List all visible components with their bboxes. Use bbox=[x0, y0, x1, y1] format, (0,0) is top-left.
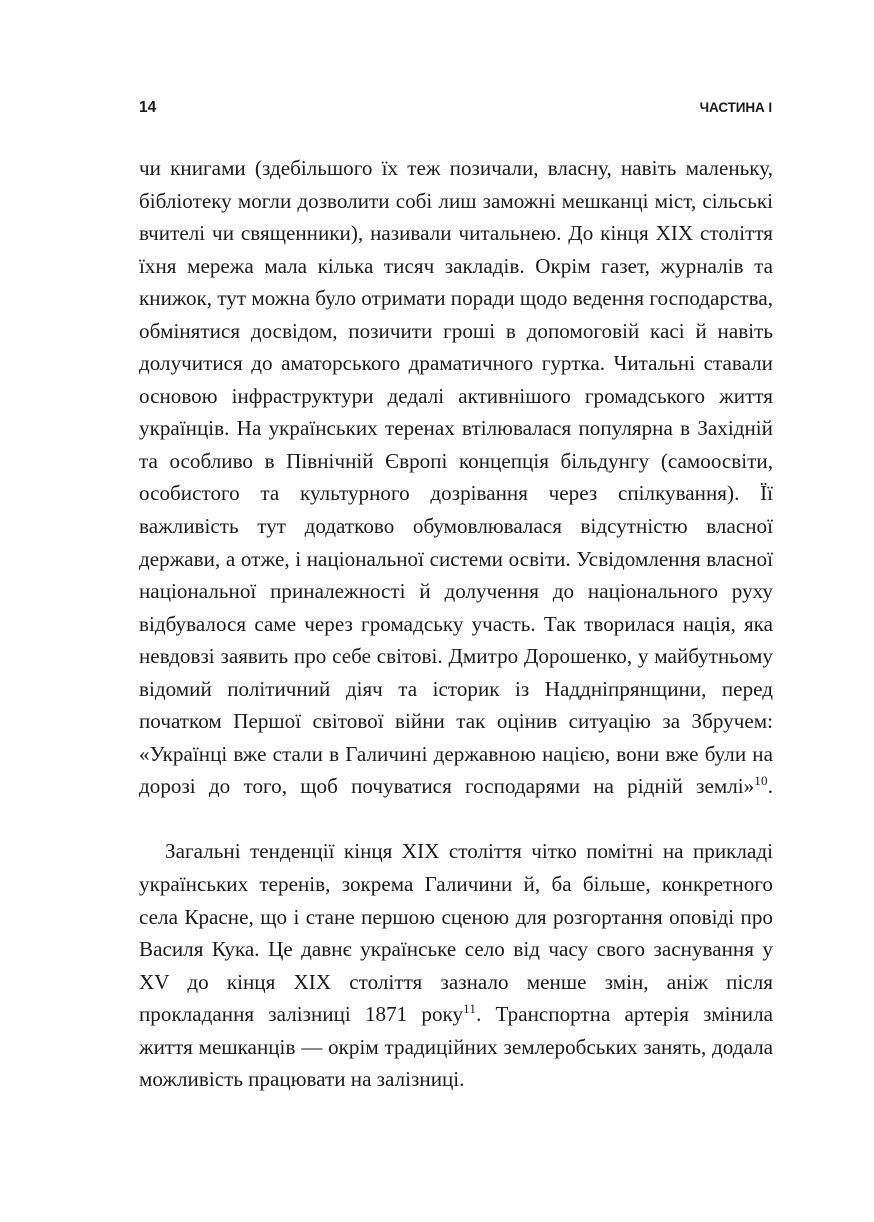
paragraph-krasne-text-part2: . Транспортна артерія змінила життя мешканців — окрім традиційних землеробських занять, додала можливість працювати на залізниці. bbox=[139, 1002, 773, 1092]
footnote-marker-11[interactable]: 11 bbox=[463, 1001, 477, 1017]
part-title: ЧАСТИНА I bbox=[699, 100, 772, 115]
paragraph-krasne bbox=[139, 835, 773, 1095]
paragraph-krasne-text-part1: Загальні тенденції кінця XIX століття чітко помітні на прикладі українських теренів, зокрема Галичини й, ба більше, конкретного села Красне, що і стане першою сценою для розгортання оповіді про Василя Кука. Це давнє українське село від часу свого заснування у XV до кінця XIX століття зазнало менше змін, аніж після прокладання залізниці 1871 року bbox=[139, 839, 773, 1027]
body-text-block bbox=[139, 152, 773, 1096]
page-number: 14 bbox=[139, 99, 157, 116]
running-header bbox=[139, 99, 772, 117]
paragraph-continued bbox=[139, 152, 773, 835]
paragraph-continued-tail: . bbox=[767, 774, 773, 799]
paragraph-continued-text: чи книгами (здебільшого їх теж позичали, власну, навіть маленьку, бібліотеку могли дозволити собі лиш заможні мешканці міст, сільські вчителі чи священники), називали читальнею. До кінця XIX століття їхня мережа мала кілька тисяч закладів. Окрім газет, журналів та книжок, тут можна було отримати поради щодо ведення господарства, обмінятися досвідом, позичити гроші в допомоговій касі й навіть долучитися до аматорського драматичного гуртка. Читальні ставали основою інфраструктури дедалі активнішого громадського життя українців. На українських теренах втілювалася популярна в Західній та особливо в Північній Європі концепція більдунгу (самоосвіти, особистого та культурного дозрівання через спілкування). Її важливість тут додатково обумовлювалася відсутністю власної держави, а отже, і національної системи освіти. Усвідомлення власної національної приналежності й долучення до національного руху відбувалося саме через громадську участь. Так творилася нація, яка невдовзі заявить про себе світові. Дмитро Дорошенко, у майбутньому відомий політичний діяч та історик із Наддніпрянщини, перед початком Першої світової війни так оцінив ситуацію за Збручем: «Українці вже стали в Галичині державною нацією, вони вже були на дорозі до того, щоб почуватися господарями на рідній землі» bbox=[139, 156, 773, 799]
footnote-marker-10[interactable]: 10 bbox=[754, 773, 768, 789]
